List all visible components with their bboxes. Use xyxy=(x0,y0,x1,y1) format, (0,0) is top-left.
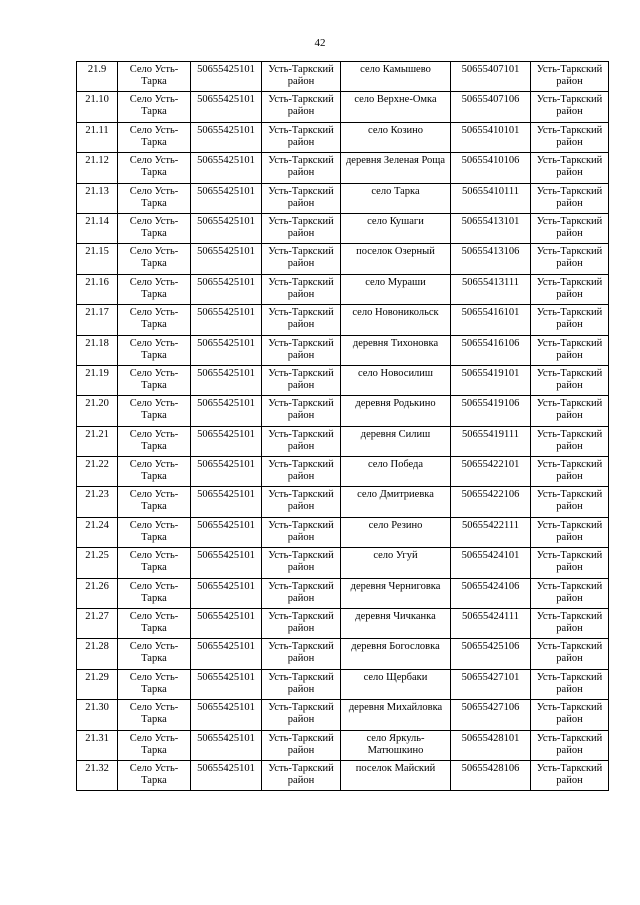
district-cell: Усть-Таркский район xyxy=(262,548,341,578)
okato-code-cell: 50655407106 xyxy=(451,92,531,122)
oktmo-code-cell: 50655425101 xyxy=(191,183,262,213)
district-cell: Усть-Таркский район xyxy=(262,396,341,426)
settlement-cell: Село Усть-Тарка xyxy=(118,122,191,152)
locality-cell: село Козино xyxy=(341,122,451,152)
row-number-cell: 21.24 xyxy=(77,517,118,547)
table-row xyxy=(77,153,609,183)
district-cell: Усть-Таркский район xyxy=(262,517,341,547)
settlement-cell: Село Усть-Тарка xyxy=(118,669,191,699)
table-row xyxy=(77,122,609,152)
settlement-cell: Село Усть-Тарка xyxy=(118,335,191,365)
district-cell: Усть-Таркский район xyxy=(262,730,341,760)
oktmo-code-cell: 50655425101 xyxy=(191,760,262,790)
row-number-cell: 21.23 xyxy=(77,487,118,517)
table-row xyxy=(77,213,609,243)
row-number-cell: 21.11 xyxy=(77,122,118,152)
district-cell: Усть-Таркский район xyxy=(262,122,341,152)
settlement-cell: Село Усть-Тарка xyxy=(118,396,191,426)
oktmo-code-cell: 50655425101 xyxy=(191,639,262,669)
locality-cell: деревня Родькино xyxy=(341,396,451,426)
locality-cell: деревня Зеленая Роща xyxy=(341,153,451,183)
locality-district-cell: Усть-Таркский район xyxy=(531,609,609,639)
locality-cell: деревня Чичканка xyxy=(341,609,451,639)
district-cell: Усть-Таркский район xyxy=(262,92,341,122)
okato-code-cell: 50655410101 xyxy=(451,122,531,152)
table-row xyxy=(77,92,609,122)
table-row xyxy=(77,639,609,669)
oktmo-code-cell: 50655425101 xyxy=(191,457,262,487)
locality-cell: село Резино xyxy=(341,517,451,547)
settlement-cell: Село Усть-Тарка xyxy=(118,457,191,487)
okato-code-cell: 50655424101 xyxy=(451,548,531,578)
locality-district-cell: Усть-Таркский район xyxy=(531,244,609,274)
okato-code-cell: 50655416101 xyxy=(451,305,531,335)
district-cell: Усть-Таркский район xyxy=(262,335,341,365)
okato-code-cell: 50655422106 xyxy=(451,487,531,517)
locality-cell: деревня Силиш xyxy=(341,426,451,456)
okato-code-cell: 50655410106 xyxy=(451,153,531,183)
table-row xyxy=(77,517,609,547)
row-number-cell: 21.16 xyxy=(77,274,118,304)
locality-cell: поселок Озерный xyxy=(341,244,451,274)
locality-cell: село Щербаки xyxy=(341,669,451,699)
district-cell: Усть-Таркский район xyxy=(262,213,341,243)
okato-code-cell: 50655424106 xyxy=(451,578,531,608)
locality-cell: село Угуй xyxy=(341,548,451,578)
oktmo-code-cell: 50655425101 xyxy=(191,92,262,122)
okato-code-cell: 50655419101 xyxy=(451,365,531,395)
district-cell: Усть-Таркский район xyxy=(262,700,341,730)
oktmo-code-cell: 50655425101 xyxy=(191,335,262,365)
locality-cell: село Камышево xyxy=(341,62,451,92)
row-number-cell: 21.15 xyxy=(77,244,118,274)
okato-code-cell: 50655427106 xyxy=(451,700,531,730)
oktmo-code-cell: 50655425101 xyxy=(191,730,262,760)
locality-district-cell: Усть-Таркский район xyxy=(531,639,609,669)
table-row xyxy=(77,365,609,395)
locality-cell: поселок Майский xyxy=(341,760,451,790)
locality-district-cell: Усть-Таркский район xyxy=(531,487,609,517)
district-cell: Усть-Таркский район xyxy=(262,365,341,395)
settlement-cell: Село Усть-Тарка xyxy=(118,213,191,243)
district-cell: Усть-Таркский район xyxy=(262,487,341,517)
row-number-cell: 21.32 xyxy=(77,760,118,790)
locality-district-cell: Усть-Таркский район xyxy=(531,548,609,578)
row-number-cell: 21.27 xyxy=(77,609,118,639)
row-number-cell: 21.19 xyxy=(77,365,118,395)
table-row xyxy=(77,457,609,487)
locality-cell: село Яркуль-Матюшкино xyxy=(341,730,451,760)
oktmo-code-cell: 50655425101 xyxy=(191,487,262,517)
oktmo-code-cell: 50655425101 xyxy=(191,426,262,456)
district-cell: Усть-Таркский район xyxy=(262,274,341,304)
table-row xyxy=(77,426,609,456)
locality-district-cell: Усть-Таркский район xyxy=(531,578,609,608)
settlement-cell: Село Усть-Тарка xyxy=(118,153,191,183)
settlement-cell: Село Усть-Тарка xyxy=(118,487,191,517)
row-number-cell: 21.26 xyxy=(77,578,118,608)
locality-district-cell: Усть-Таркский район xyxy=(531,700,609,730)
settlement-cell: Село Усть-Тарка xyxy=(118,244,191,274)
settlement-cell: Село Усть-Тарка xyxy=(118,639,191,669)
district-cell: Усть-Таркский район xyxy=(262,244,341,274)
district-cell: Усть-Таркский район xyxy=(262,578,341,608)
table-row xyxy=(77,609,609,639)
locality-district-cell: Усть-Таркский район xyxy=(531,213,609,243)
district-cell: Усть-Таркский район xyxy=(262,153,341,183)
page-number: 42 xyxy=(314,37,326,49)
row-number-cell: 21.10 xyxy=(77,92,118,122)
settlement-cell: Село Усть-Тарка xyxy=(118,700,191,730)
settlement-cell: Село Усть-Тарка xyxy=(118,92,191,122)
table-row xyxy=(77,396,609,426)
locality-cell: село Дмитриевка xyxy=(341,487,451,517)
locality-district-cell: Усть-Таркский район xyxy=(531,365,609,395)
table-row xyxy=(77,548,609,578)
oktmo-code-cell: 50655425101 xyxy=(191,153,262,183)
locality-district-cell: Усть-Таркский район xyxy=(531,62,609,92)
locality-cell: деревня Михайловка xyxy=(341,700,451,730)
settlement-cell: Село Усть-Тарка xyxy=(118,760,191,790)
okato-code-cell: 50655424111 xyxy=(451,609,531,639)
settlement-cell: Село Усть-Тарка xyxy=(118,183,191,213)
okato-code-cell: 50655413106 xyxy=(451,244,531,274)
district-cell: Усть-Таркский район xyxy=(262,426,341,456)
locality-district-cell: Усть-Таркский район xyxy=(531,153,609,183)
row-number-cell: 21.12 xyxy=(77,153,118,183)
locality-cell: село Тарка xyxy=(341,183,451,213)
row-number-cell: 21.22 xyxy=(77,457,118,487)
okato-code-cell: 50655407101 xyxy=(451,62,531,92)
table-row xyxy=(77,335,609,365)
settlement-cell: Село Усть-Тарка xyxy=(118,517,191,547)
row-number-cell: 21.31 xyxy=(77,730,118,760)
oktmo-code-cell: 50655425101 xyxy=(191,122,262,152)
oktmo-code-cell: 50655425101 xyxy=(191,700,262,730)
settlement-cell: Село Усть-Тарка xyxy=(118,609,191,639)
locality-district-cell: Усть-Таркский район xyxy=(531,305,609,335)
oktmo-code-cell: 50655425101 xyxy=(191,274,262,304)
oktmo-code-cell: 50655425101 xyxy=(191,578,262,608)
table-body xyxy=(77,62,609,791)
row-number-cell: 21.17 xyxy=(77,305,118,335)
settlement-cell: Село Усть-Тарка xyxy=(118,730,191,760)
settlement-cell: Село Усть-Тарка xyxy=(118,578,191,608)
locality-district-cell: Усть-Таркский район xyxy=(531,396,609,426)
oktmo-code-cell: 50655425101 xyxy=(191,669,262,699)
locality-cell: село Мураши xyxy=(341,274,451,304)
table-row xyxy=(77,274,609,304)
row-number-cell: 21.21 xyxy=(77,426,118,456)
oktmo-code-cell: 50655425101 xyxy=(191,609,262,639)
settlement-cell: Село Усть-Тарка xyxy=(118,305,191,335)
row-number-cell: 21.18 xyxy=(77,335,118,365)
oktmo-code-cell: 50655425101 xyxy=(191,305,262,335)
table-row xyxy=(77,62,609,92)
okato-code-cell: 50655428101 xyxy=(451,730,531,760)
locality-district-cell: Усть-Таркский район xyxy=(531,426,609,456)
table-row xyxy=(77,730,609,760)
locality-cell: деревня Богословка xyxy=(341,639,451,669)
row-number-cell: 21.28 xyxy=(77,639,118,669)
table-row xyxy=(77,305,609,335)
okato-code-cell: 50655422111 xyxy=(451,517,531,547)
okato-code-cell: 50655419106 xyxy=(451,396,531,426)
okato-code-cell: 50655413101 xyxy=(451,213,531,243)
district-cell: Усть-Таркский район xyxy=(262,457,341,487)
locality-district-cell: Усть-Таркский район xyxy=(531,92,609,122)
locality-cell: село Победа xyxy=(341,457,451,487)
district-cell: Усть-Таркский район xyxy=(262,669,341,699)
oktmo-code-cell: 50655425101 xyxy=(191,548,262,578)
okato-code-cell: 50655419111 xyxy=(451,426,531,456)
district-cell: Усть-Таркский район xyxy=(262,609,341,639)
locality-district-cell: Усть-Таркский район xyxy=(531,730,609,760)
locality-district-cell: Усть-Таркский район xyxy=(531,760,609,790)
locality-district-cell: Усть-Таркский район xyxy=(531,183,609,213)
okato-code-cell: 50655413111 xyxy=(451,274,531,304)
locality-cell: село Кушаги xyxy=(341,213,451,243)
table-row xyxy=(77,578,609,608)
okato-code-cell: 50655427101 xyxy=(451,669,531,699)
district-cell: Усть-Таркский район xyxy=(262,760,341,790)
oktmo-code-cell: 50655425101 xyxy=(191,365,262,395)
district-cell: Усть-Таркский район xyxy=(262,639,341,669)
okato-code-cell: 50655410111 xyxy=(451,183,531,213)
row-number-cell: 21.14 xyxy=(77,213,118,243)
locality-cell: деревня Черниговка xyxy=(341,578,451,608)
locality-district-cell: Усть-Таркский район xyxy=(531,669,609,699)
table-row xyxy=(77,183,609,213)
locality-district-cell: Усть-Таркский район xyxy=(531,274,609,304)
settlement-cell: Село Усть-Тарка xyxy=(118,548,191,578)
table-row xyxy=(77,244,609,274)
row-number-cell: 21.9 xyxy=(77,62,118,92)
settlement-cell: Село Усть-Тарка xyxy=(118,274,191,304)
locality-district-cell: Усть-Таркский район xyxy=(531,122,609,152)
row-number-cell: 21.25 xyxy=(77,548,118,578)
row-number-cell: 21.30 xyxy=(77,700,118,730)
row-number-cell: 21.13 xyxy=(77,183,118,213)
table-row xyxy=(77,669,609,699)
district-cell: Усть-Таркский район xyxy=(262,183,341,213)
locality-district-cell: Усть-Таркский район xyxy=(531,335,609,365)
row-number-cell: 21.20 xyxy=(77,396,118,426)
okato-code-cell: 50655416106 xyxy=(451,335,531,365)
locality-cell: село Новосилиш xyxy=(341,365,451,395)
oktmo-code-cell: 50655425101 xyxy=(191,213,262,243)
oktmo-code-cell: 50655425101 xyxy=(191,244,262,274)
locality-cell: село Верхне-Омка xyxy=(341,92,451,122)
oktmo-code-cell: 50655425101 xyxy=(191,517,262,547)
locality-district-cell: Усть-Таркский район xyxy=(531,517,609,547)
settlement-cell: Село Усть-Тарка xyxy=(118,365,191,395)
table-row xyxy=(77,760,609,790)
okato-code-cell: 50655425106 xyxy=(451,639,531,669)
table-row xyxy=(77,487,609,517)
locality-cell: деревня Тихоновка xyxy=(341,335,451,365)
row-number-cell: 21.29 xyxy=(77,669,118,699)
settlement-cell: Село Усть-Тарка xyxy=(118,62,191,92)
table-row xyxy=(77,700,609,730)
district-cell: Усть-Таркский район xyxy=(262,305,341,335)
settlements-table xyxy=(76,61,609,791)
locality-district-cell: Усть-Таркский район xyxy=(531,457,609,487)
oktmo-code-cell: 50655425101 xyxy=(191,62,262,92)
okato-code-cell: 50655422101 xyxy=(451,457,531,487)
settlement-cell: Село Усть-Тарка xyxy=(118,426,191,456)
oktmo-code-cell: 50655425101 xyxy=(191,396,262,426)
district-cell: Усть-Таркский район xyxy=(262,62,341,92)
okato-code-cell: 50655428106 xyxy=(451,760,531,790)
locality-cell: село Новоникольск xyxy=(341,305,451,335)
